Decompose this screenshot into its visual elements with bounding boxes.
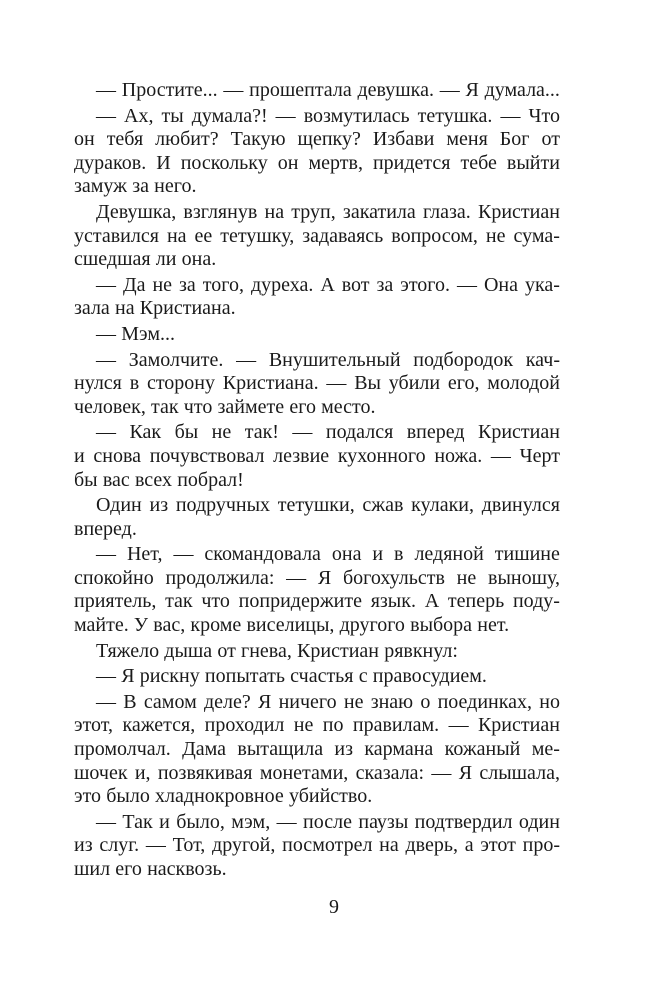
text-line: — Да не за того, дуреха. А вот за этого. — Она ука- [96,273,560,296]
text-line: — Нет, — скомандовала она и в ледяной тишине [96,543,560,566]
text-line: Девушка, взглянув на труп, закатила глаза. Кристиан [96,200,560,223]
text-line: спокойно продолжила: — Я богохульств не выношу, [74,566,560,589]
text-line: — Как бы не так! — подался вперед Кристиан [96,421,560,444]
text-line: он тебя любит? Такую щепку? Избави меня Бог от [74,128,560,151]
text-line: и снова почувствовал лезвие кухонного ножа. — Черт [74,444,560,467]
text-line: нулся в сторону Кристиана. — Вы убили его, молодой [74,372,560,395]
text-line: майте. У вас, кроме виселицы, другого выбора нет. [74,614,510,637]
text-line: — Я рискну попытать счастья с правосудием. [96,665,487,688]
text-line: Тяжело дыша от гнева, Кристиан рявкнул: [96,639,458,662]
text-line: человек, так что займете его место. [74,395,376,418]
text-line: уставился на ее тетушку, задаваясь вопросом, не сума- [74,224,560,247]
text-line: замуж за него. [74,175,197,198]
text-line: сшедшая ли она. [74,248,217,271]
text-line: — Ах, ты думала?! — возмутилась тетушка. — Что [96,104,560,127]
text-line: шил его насквозь. [74,858,227,880]
text-line: приятель, так что попридержите язык. А теперь поду- [74,590,560,613]
text-line: — Так и было, мэм, — после паузы подтвердил один [96,810,560,833]
body-text [74,79,560,882]
text-line: — Простите... — прошептала девушка. — Я думала... [96,79,560,101]
text-line: это было хладнокровное убийство. [74,785,373,808]
text-line: Один из подручных тетушки, сжав кулаки, двинулся [96,494,560,517]
text-line: вперед. [74,517,137,540]
text-line: шочек и, позвякивая монетами, сказала: — Я слышала, [74,761,560,784]
text-line: бы вас всех побрал! [74,468,244,491]
text-line: — В самом деле? Я ничего не знаю о поединках, но [96,690,560,713]
text-line: из слуг. — Тот, другой, посмотрел на дверь, а этот про- [74,834,560,857]
text-line: этот, кажется, проходил не по правилам. — Кристиан [74,714,560,737]
text-line: промолчал. Дама вытащила из кармана кожаный ме- [74,738,560,761]
page-number: 9 [329,896,339,918]
text-line: дураков. И поскольку он мертв, придется тебе выйти [74,151,560,174]
text-line: — Замолчите. — Внушительный подбородок кач- [96,348,560,371]
text-line: зала на Кристиана. [74,297,236,320]
text-line: — Мэм... [96,322,176,345]
